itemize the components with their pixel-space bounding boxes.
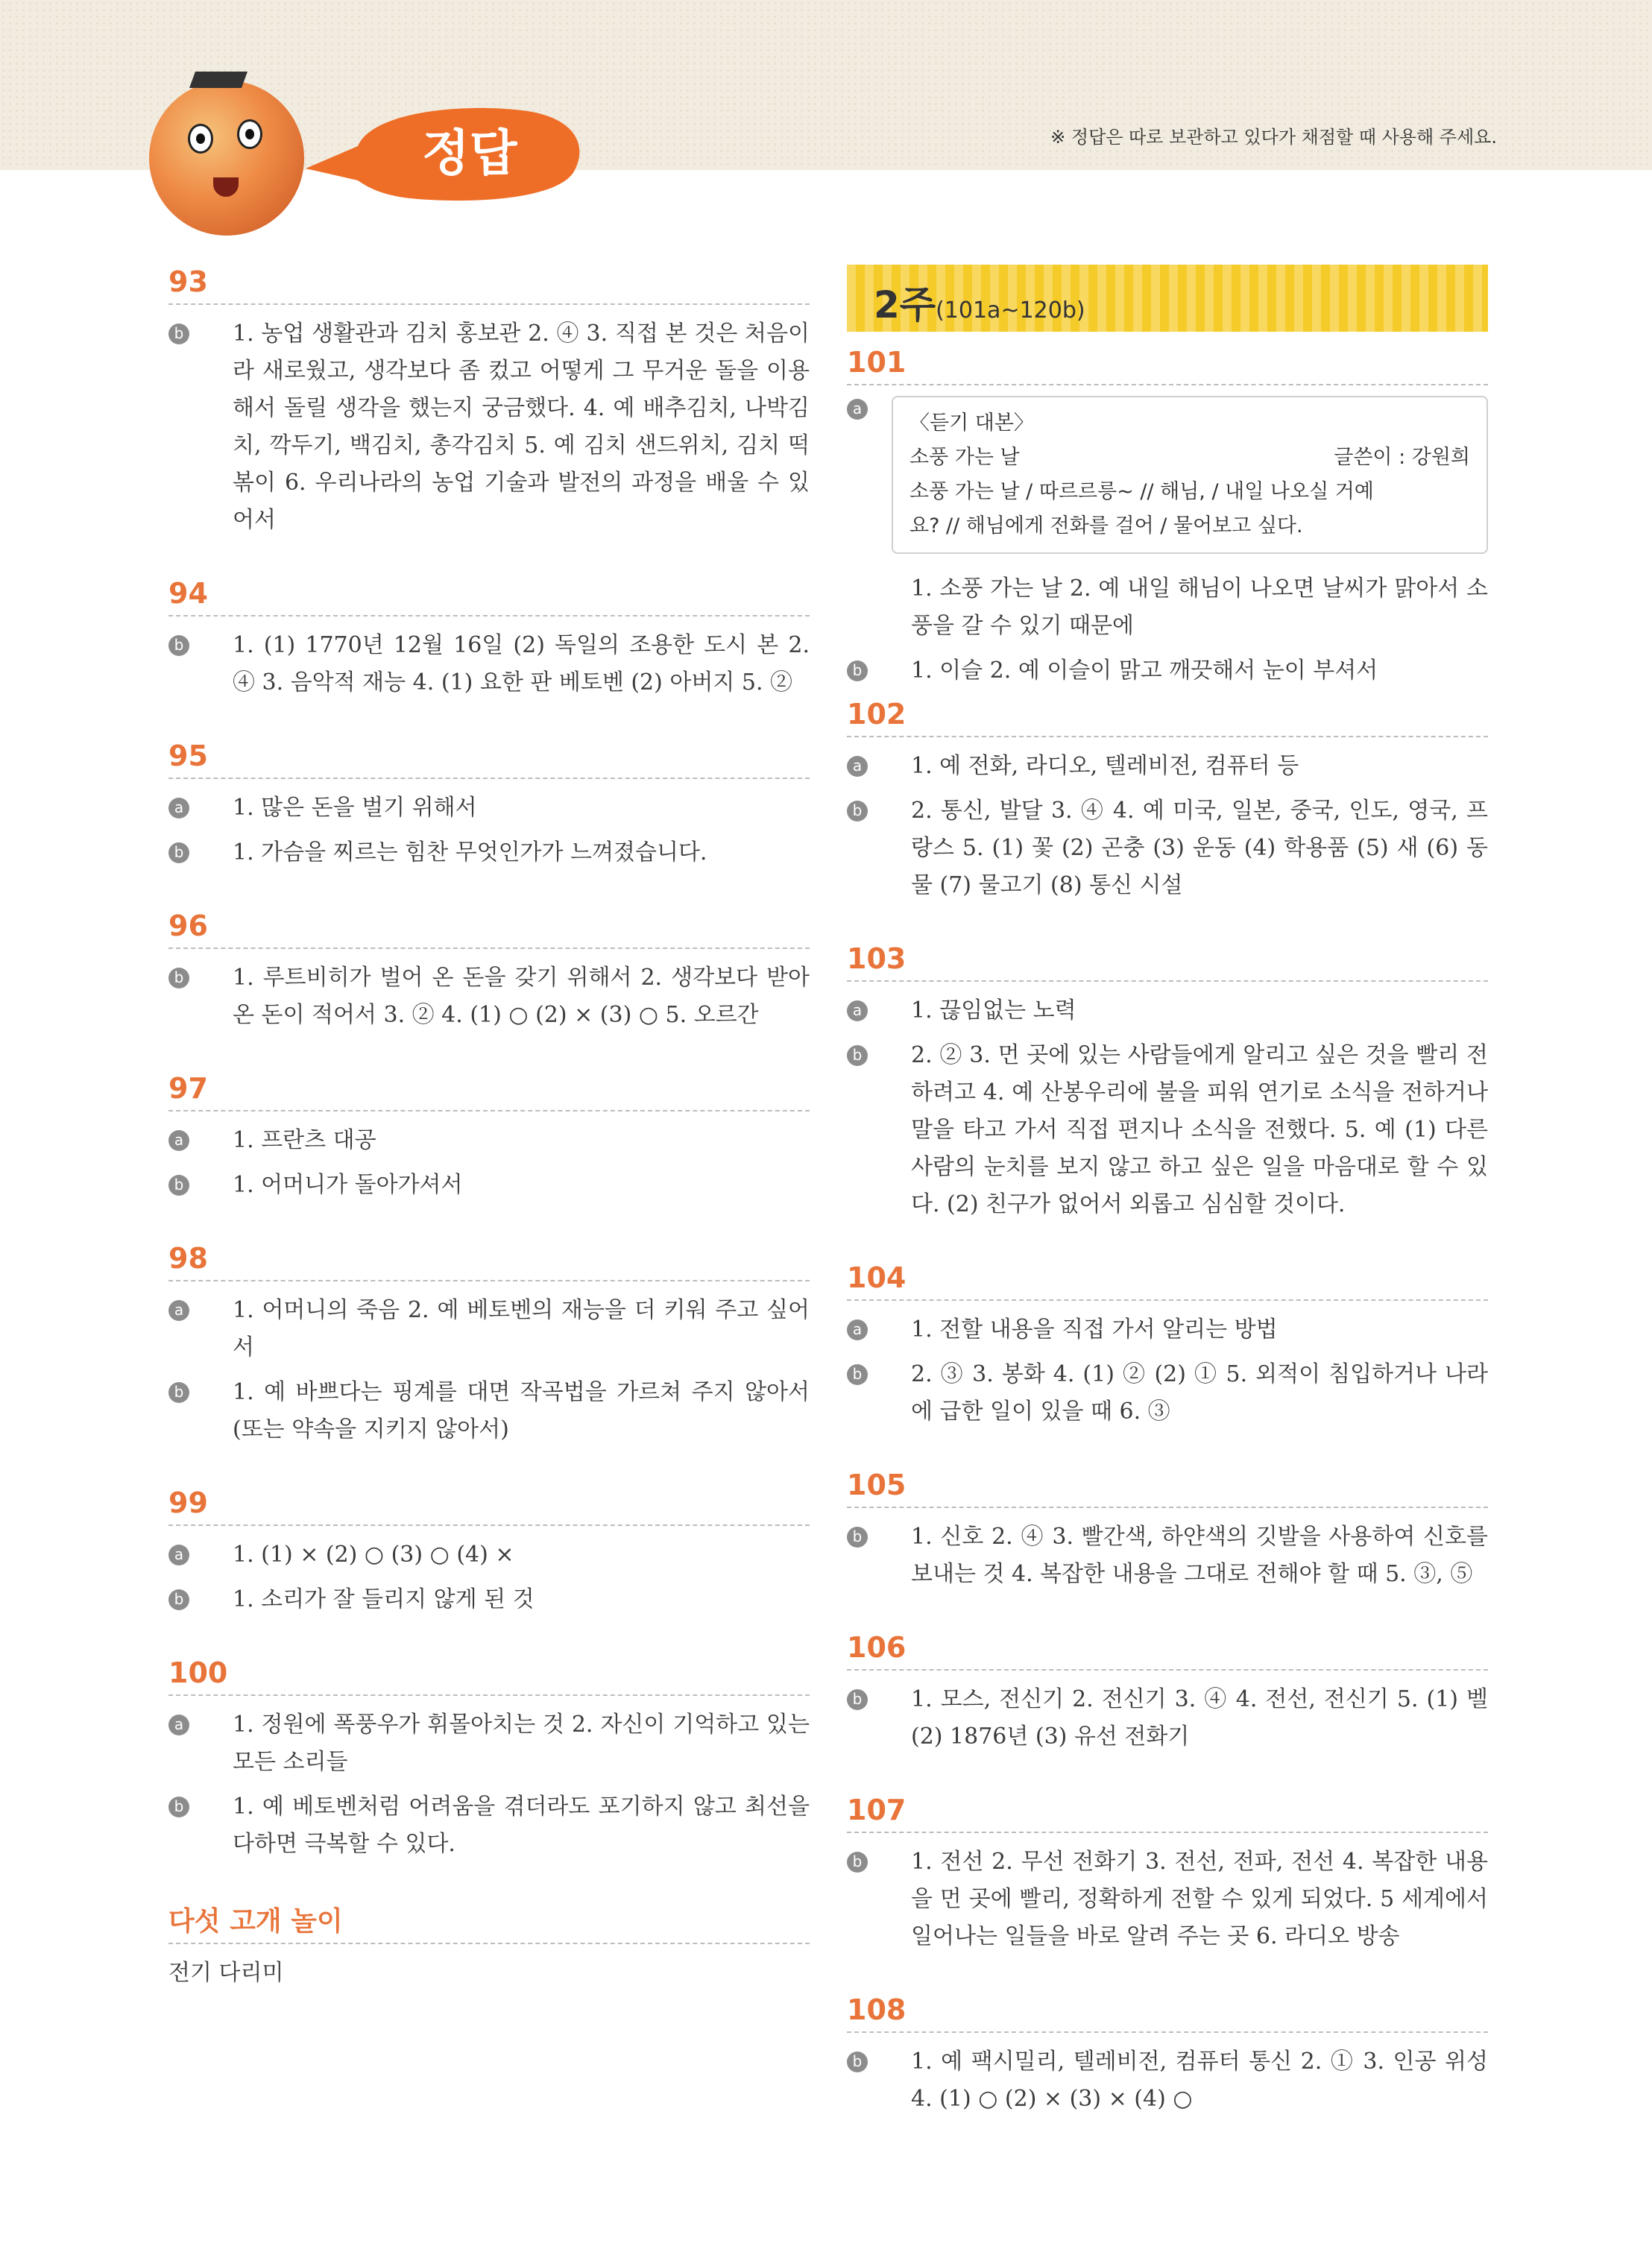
answer-row bbox=[168, 1788, 810, 1863]
answer-text: 1. 이슬 2. 예 이슬이 맑고 깨끗해서 눈이 부셔서 bbox=[911, 658, 1378, 684]
mascot-eye-icon bbox=[188, 124, 213, 154]
question-number: 107 bbox=[847, 1793, 1488, 1833]
question-block bbox=[168, 739, 810, 909]
question-number: 96 bbox=[168, 909, 810, 949]
left-column bbox=[168, 265, 810, 1992]
answer-badge-icon: b bbox=[168, 1589, 189, 1610]
question-block bbox=[168, 1486, 810, 1656]
answer-badge-icon: a bbox=[168, 1300, 189, 1321]
answer-badge-icon: b bbox=[168, 1382, 189, 1403]
answer-row bbox=[168, 1536, 810, 1574]
q101-answers bbox=[847, 570, 1488, 690]
answer-text: 1. 예 바쁘다는 핑계를 대면 작곡법을 가르쳐 주지 않아서(또는 약속을 지키지 않아서) bbox=[233, 1379, 810, 1442]
script-line: 요? // 해님에게 전화를 걸어 / 물어보고 싶다. bbox=[909, 514, 1303, 537]
answer-text: 1. 예 팩시밀리, 텔레비전, 컴퓨터 통신 2. ① 3. 인공 위성 4. (1) ○ (2) × (3) × (4) ○ bbox=[911, 2049, 1488, 2112]
answer-row bbox=[847, 1356, 1488, 1431]
question-number: 99 bbox=[168, 1486, 810, 1526]
question-block bbox=[168, 1071, 810, 1241]
answer-row bbox=[168, 1122, 810, 1159]
answer-row bbox=[168, 315, 810, 539]
answer-row bbox=[168, 959, 810, 1034]
answer-badge-icon: a bbox=[168, 798, 189, 819]
answer-row bbox=[168, 1581, 810, 1618]
question-number: 105 bbox=[847, 1468, 1488, 1508]
usage-note: ※ 정답은 따로 보관하고 있다가 채점할 때 사용해 주세요. bbox=[1050, 127, 1497, 148]
answer-row bbox=[847, 652, 1488, 690]
answer-row bbox=[168, 1374, 810, 1448]
answer-badge-icon: b bbox=[168, 842, 189, 863]
bonus-answer: 전기 다리미 bbox=[168, 1960, 284, 1986]
question-block bbox=[168, 1241, 810, 1486]
question-number: 102 bbox=[847, 697, 1488, 737]
graduation-cap-icon bbox=[189, 72, 248, 88]
right-question-list bbox=[847, 697, 1488, 2155]
week-range: (101a~120b) bbox=[936, 297, 1085, 324]
question-number: 97 bbox=[168, 1071, 810, 1111]
script-heading: 〈듣기 대본〉 bbox=[909, 411, 1034, 435]
question-block bbox=[847, 1261, 1488, 1468]
answer-text: 1. 정원에 폭풍우가 휘몰아치는 것 2. 자신이 기억하고 있는 모든 소리들 bbox=[233, 1712, 810, 1775]
question-number: 95 bbox=[168, 739, 810, 779]
answer-badge-icon: a bbox=[168, 1545, 189, 1565]
answer-badge-icon: b bbox=[847, 2052, 868, 2072]
question-number: 101 bbox=[847, 345, 1488, 385]
week-title bbox=[874, 275, 1085, 329]
answer-row bbox=[168, 789, 810, 827]
answer-row bbox=[847, 1037, 1488, 1223]
question-block bbox=[847, 697, 1488, 942]
answer-text: 1. 전할 내용을 직접 가서 알리는 방법 bbox=[911, 1316, 1278, 1343]
question-block bbox=[168, 265, 810, 576]
answer-text: 1. 많은 돈을 벌기 위해서 bbox=[233, 795, 477, 821]
answer-text: 1. 예 베토벤처럼 어려움을 겪더라도 포기하지 않고 최선을 다하면 극복할 수 있다. bbox=[233, 1794, 810, 1857]
question-number: 106 bbox=[847, 1630, 1488, 1671]
answer-row bbox=[168, 1292, 810, 1366]
question-number: 100 bbox=[168, 1656, 810, 1696]
week-banner bbox=[847, 265, 1488, 332]
script-title: 소풍 가는 날 bbox=[909, 446, 1020, 469]
answer-badge-icon: a bbox=[847, 399, 868, 420]
answer-row bbox=[847, 1681, 1488, 1756]
answer-text: 2. ③ 3. 봉화 4. (1) ② (2) ① 5. 외적이 침입하거나 나라에 급한 일이 있을 때 6. ③ bbox=[911, 1361, 1488, 1425]
answer-row bbox=[847, 1844, 1488, 1955]
answer-badge-icon: b bbox=[168, 324, 189, 344]
answer-text: 1. 끊임없는 노력 bbox=[911, 997, 1076, 1024]
answer-text: 1. 어머니가 돌아가셔서 bbox=[233, 1172, 463, 1198]
answer-text: 1. (1) × (2) ○ (3) ○ (4) × bbox=[233, 1542, 514, 1568]
page-title: 정답 bbox=[422, 124, 517, 182]
answer-badge-icon: b bbox=[168, 1175, 189, 1196]
question-block bbox=[847, 1630, 1488, 1793]
answer-badge-icon: b bbox=[847, 801, 868, 822]
listening-script-box bbox=[892, 396, 1488, 554]
answer-badge-icon: b bbox=[168, 1797, 189, 1817]
answer-row bbox=[847, 1519, 1488, 1593]
bonus-title: 다섯 고개 놀이 bbox=[168, 1900, 810, 1944]
answer-text: 1. 소풍 가는 날 2. 예 내일 해님이 나오면 날씨가 맑아서 소풍을 갈 수 있기 때문에 bbox=[911, 576, 1488, 639]
question-number: 103 bbox=[847, 942, 1488, 982]
question-number: 104 bbox=[847, 1261, 1488, 1301]
answer-text: 1. 프란츠 대공 bbox=[233, 1127, 376, 1153]
question-block bbox=[168, 576, 810, 739]
answer-badge-icon: b bbox=[847, 660, 868, 681]
answer-text: 1. 전선 2. 무선 전화기 3. 전선, 전파, 전선 4. 복잡한 내용을 먼 곳에 빨리, 정확하게 전할 수 있게 되었다. 5 세계에서 일어나는 일들을 바로 알려 주는 곳 6. 라디오 방송 bbox=[911, 1849, 1488, 1949]
question-number: 98 bbox=[168, 1241, 810, 1281]
question-block bbox=[168, 1656, 810, 1900]
answer-row bbox=[847, 748, 1488, 785]
question-number: 108 bbox=[847, 1993, 1488, 2033]
answer-badge-icon: a bbox=[847, 1319, 868, 1340]
answer-text: 2. ② 3. 먼 곳에 있는 사람들에게 알리고 싶은 것을 빨리 전하려고 4. 예 산봉우리에 불을 피워 연기로 소식을 전하거나 말을 타고 가서 직접 편지나 소식을 전했다. 5. 예 (1) 다른 사람의 눈치를 보지 않고 하고 싶은 일을 마음대로 할 수 있다. (2) 친구가 없어서 외롭고 심심할 것이다. bbox=[911, 1042, 1488, 1217]
answer-badge-icon: a bbox=[847, 1000, 868, 1021]
answer-badge-icon: b bbox=[847, 1689, 868, 1710]
answer-text: 1. 신호 2. ④ 3. 빨간색, 하얀색의 깃발을 사용하여 신호를 보내는 것 4. 복잡한 내용을 그대로 전해야 할 때 5. ③, ⑤ bbox=[911, 1524, 1488, 1587]
answer-badge-icon: a bbox=[847, 756, 868, 777]
question-block bbox=[847, 942, 1488, 1261]
answer-text: 1. (1) 1770년 12월 16일 (2) 독일의 조용한 도시 본 2. ④ 3. 음악적 재능 4. (1) 요한 판 베토벤 (2) 아버지 5. ② bbox=[233, 632, 810, 696]
answer-text: 2. 통신, 발달 3. ④ 4. 예 미국, 일본, 중국, 인도, 영국, 프랑스 5. (1) 꽃 (2) 곤충 (3) 운동 (4) 학용품 (5) 새 (6) 동물 (7) 물고기 (8) 통신 시설 bbox=[911, 798, 1488, 898]
answer-badge-icon: b bbox=[847, 1045, 868, 1066]
answer-text: 1. 예 전화, 라디오, 텔레비전, 컴퓨터 등 bbox=[911, 753, 1299, 779]
bonus-section bbox=[168, 1900, 810, 1992]
answer-badge-icon: b bbox=[847, 1364, 868, 1385]
answer-row bbox=[168, 1167, 810, 1204]
question-number: 94 bbox=[168, 576, 810, 617]
answer-text: 1. 어머니의 죽음 2. 예 베토벤의 재능을 더 키워 주고 싶어서 bbox=[233, 1297, 810, 1360]
mascot-mouth-icon bbox=[213, 177, 239, 197]
answer-badge-icon: b bbox=[847, 1527, 868, 1548]
script-author: 글쓴이 : 강원희 bbox=[1334, 446, 1470, 469]
script-line: 소풍 가는 날 / 따르르릉~ // 해님, / 내일 나오실 거예 bbox=[909, 480, 1374, 503]
question-block bbox=[847, 1468, 1488, 1630]
answer-row bbox=[847, 992, 1488, 1029]
mascot-eye-icon bbox=[237, 119, 262, 149]
answer-row bbox=[168, 834, 810, 871]
answer-text: 1. 농업 생활관과 김치 홍보관 2. ④ 3. 직접 본 것은 처음이라 새로웠고, 생각보다 좀 컸고 어떻게 그 무거운 돌을 이용해서 돌릴 생각을 했는지 궁금했다. 4. 예 배추김치, 나박김치, 깍두기, 백김치, 총각김치 5. 예 김치 샌드위치, 김치 떡볶이 6. 우리나라의 농업 기술과 발전의 과정을 배울 수 있어서 bbox=[233, 321, 810, 533]
right-column bbox=[847, 265, 1488, 2155]
answer-text: 1. 루트비히가 벌어 온 돈을 갖기 위해서 2. 생각보다 받아온 돈이 적어서 3. ② 4. (1) ○ (2) × (3) ○ 5. 오르간 bbox=[233, 965, 810, 1028]
answer-text: 1. 모스, 전신기 2. 전신기 3. ④ 4. 전선, 전신기 5. (1) 벨 (2) 1876년 (3) 유선 전화기 bbox=[911, 1686, 1488, 1750]
answer-badge-icon: b bbox=[168, 968, 189, 988]
answer-row bbox=[168, 627, 810, 701]
answer-row bbox=[168, 1706, 810, 1781]
answer-row bbox=[847, 792, 1488, 904]
answer-badge-icon: b bbox=[847, 1852, 868, 1873]
week-label: 2주 bbox=[874, 283, 936, 327]
answer-badge-icon: a bbox=[168, 1715, 189, 1735]
answer-text: 1. 가슴을 찌르는 힘찬 무엇인가가 느껴졌습니다. bbox=[233, 839, 707, 865]
question-number: 93 bbox=[168, 265, 810, 305]
answer-row bbox=[847, 2043, 1488, 2118]
answer-badge-icon: a bbox=[168, 1130, 189, 1151]
answer-row bbox=[847, 1311, 1488, 1349]
peach-mascot-icon bbox=[149, 81, 304, 236]
answer-text: 1. 소리가 잘 들리지 않게 된 것 bbox=[233, 1586, 535, 1612]
answer-row bbox=[847, 570, 1488, 645]
answer-badge-icon: b bbox=[168, 635, 189, 656]
question-block bbox=[847, 1993, 1488, 2155]
question-block bbox=[168, 909, 810, 1071]
question-block bbox=[847, 1793, 1488, 1993]
